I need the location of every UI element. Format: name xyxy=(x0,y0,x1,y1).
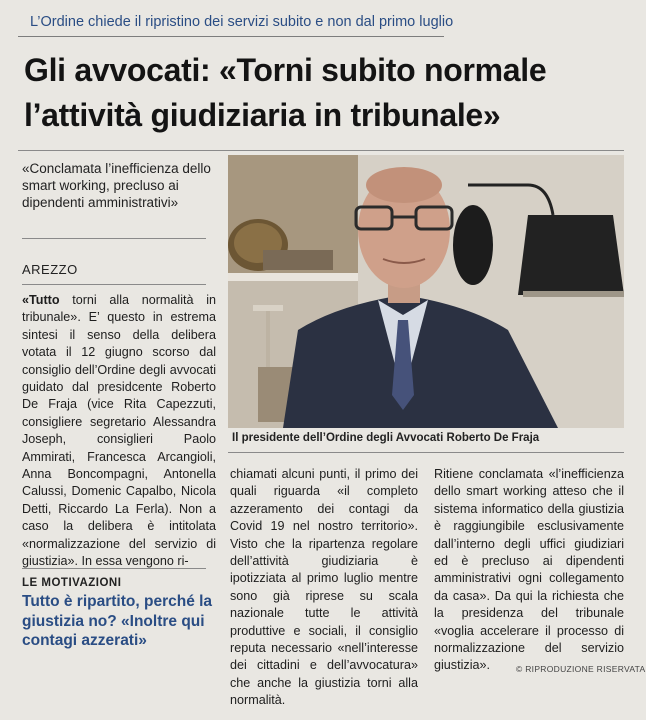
portrait-photo xyxy=(228,155,624,428)
headline xyxy=(24,48,624,138)
body-column-1 xyxy=(22,292,216,569)
kicker-rule xyxy=(18,36,444,37)
sidebar-rule xyxy=(22,568,206,569)
copyright-notice: © RIPRODUZIONE RISERVATA xyxy=(516,664,646,674)
sidebar-text: Tutto è ripartito, perché la giustizia no? «Inoltre qui contagi azzerati» xyxy=(22,593,213,649)
headline-line-1: Gli avvocati: «Torni subito normale xyxy=(24,52,547,88)
portrait-illustration xyxy=(228,155,624,428)
caption-rule xyxy=(228,452,624,453)
kicker: L’Ordine chiede il ripristino dei servizi subito e non dal primo luglio xyxy=(30,14,454,30)
body-column-3: Ritiene conclamata «l’inefficienza dello smart working atteso che il sistema informatico della giustizia è raggiungibile esclusivamente dall’interno degli uffici giudiziari ed è precluso ai dipendenti amministrativi ogni collegamento da casa». Da qui la richiesta che la presidenza del tribunale «voglia accelerare il processo di normalizzazione del servizio giustizia». xyxy=(434,467,624,673)
deck: «Conclamata l’inefficienza dello smart working, precluso ai dipendenti amministrativi» xyxy=(22,161,211,210)
body-lead: «Tutto xyxy=(22,293,60,307)
dateline-rule xyxy=(22,284,206,285)
headline-line-2: l’attività giudiziaria in tribunale» xyxy=(24,97,501,133)
body-column-1-text: torni alla normalità in tribunale». E’ questo in estrema sintesi il senso della delibera votata il 12 giugno scorso dal consiglio dell’Ordine degli avvocati guidato dal presidcente Roberto De Fraja (vice Rita Capezzuti, consigliere segretario Alessandra Joseph, consiglieri Paolo Ammirati, Francesca Arcangioli, Anna Boncompagni, Antonella Calussi, Domenic Capalbo, Nicola Detti, Riccardo La Ferla). Non a caso la delibera è intitolata «normalizzazione del servizio di giustizia». In essa vengono ri- xyxy=(22,293,216,569)
sidebar-label: LE MOTIVAZIONI xyxy=(22,577,122,589)
deck-rule xyxy=(22,238,206,239)
body-column-2: chiamati alcuni punti, il primo dei quali riguarda «il completo azzeramento dei contagi da Covid 19 nel nostro territorio». Visto che la ripartenza regolare dell’attività giudiziaria è ipotizziata al primo luglio mentre sono già riprese su scala nazionale tutte le attività produttive e sociali, il consiglio reputa necessario «nell’interesse dei cittadini e dell’avvocatura» che anche la giustizia torni alla normalità. xyxy=(230,467,418,708)
headline-rule xyxy=(18,150,624,151)
photo-caption: Il presidente dell’Ordine degli Avvocati Roberto De Fraja xyxy=(232,432,540,444)
dateline: AREZZO xyxy=(22,262,78,277)
